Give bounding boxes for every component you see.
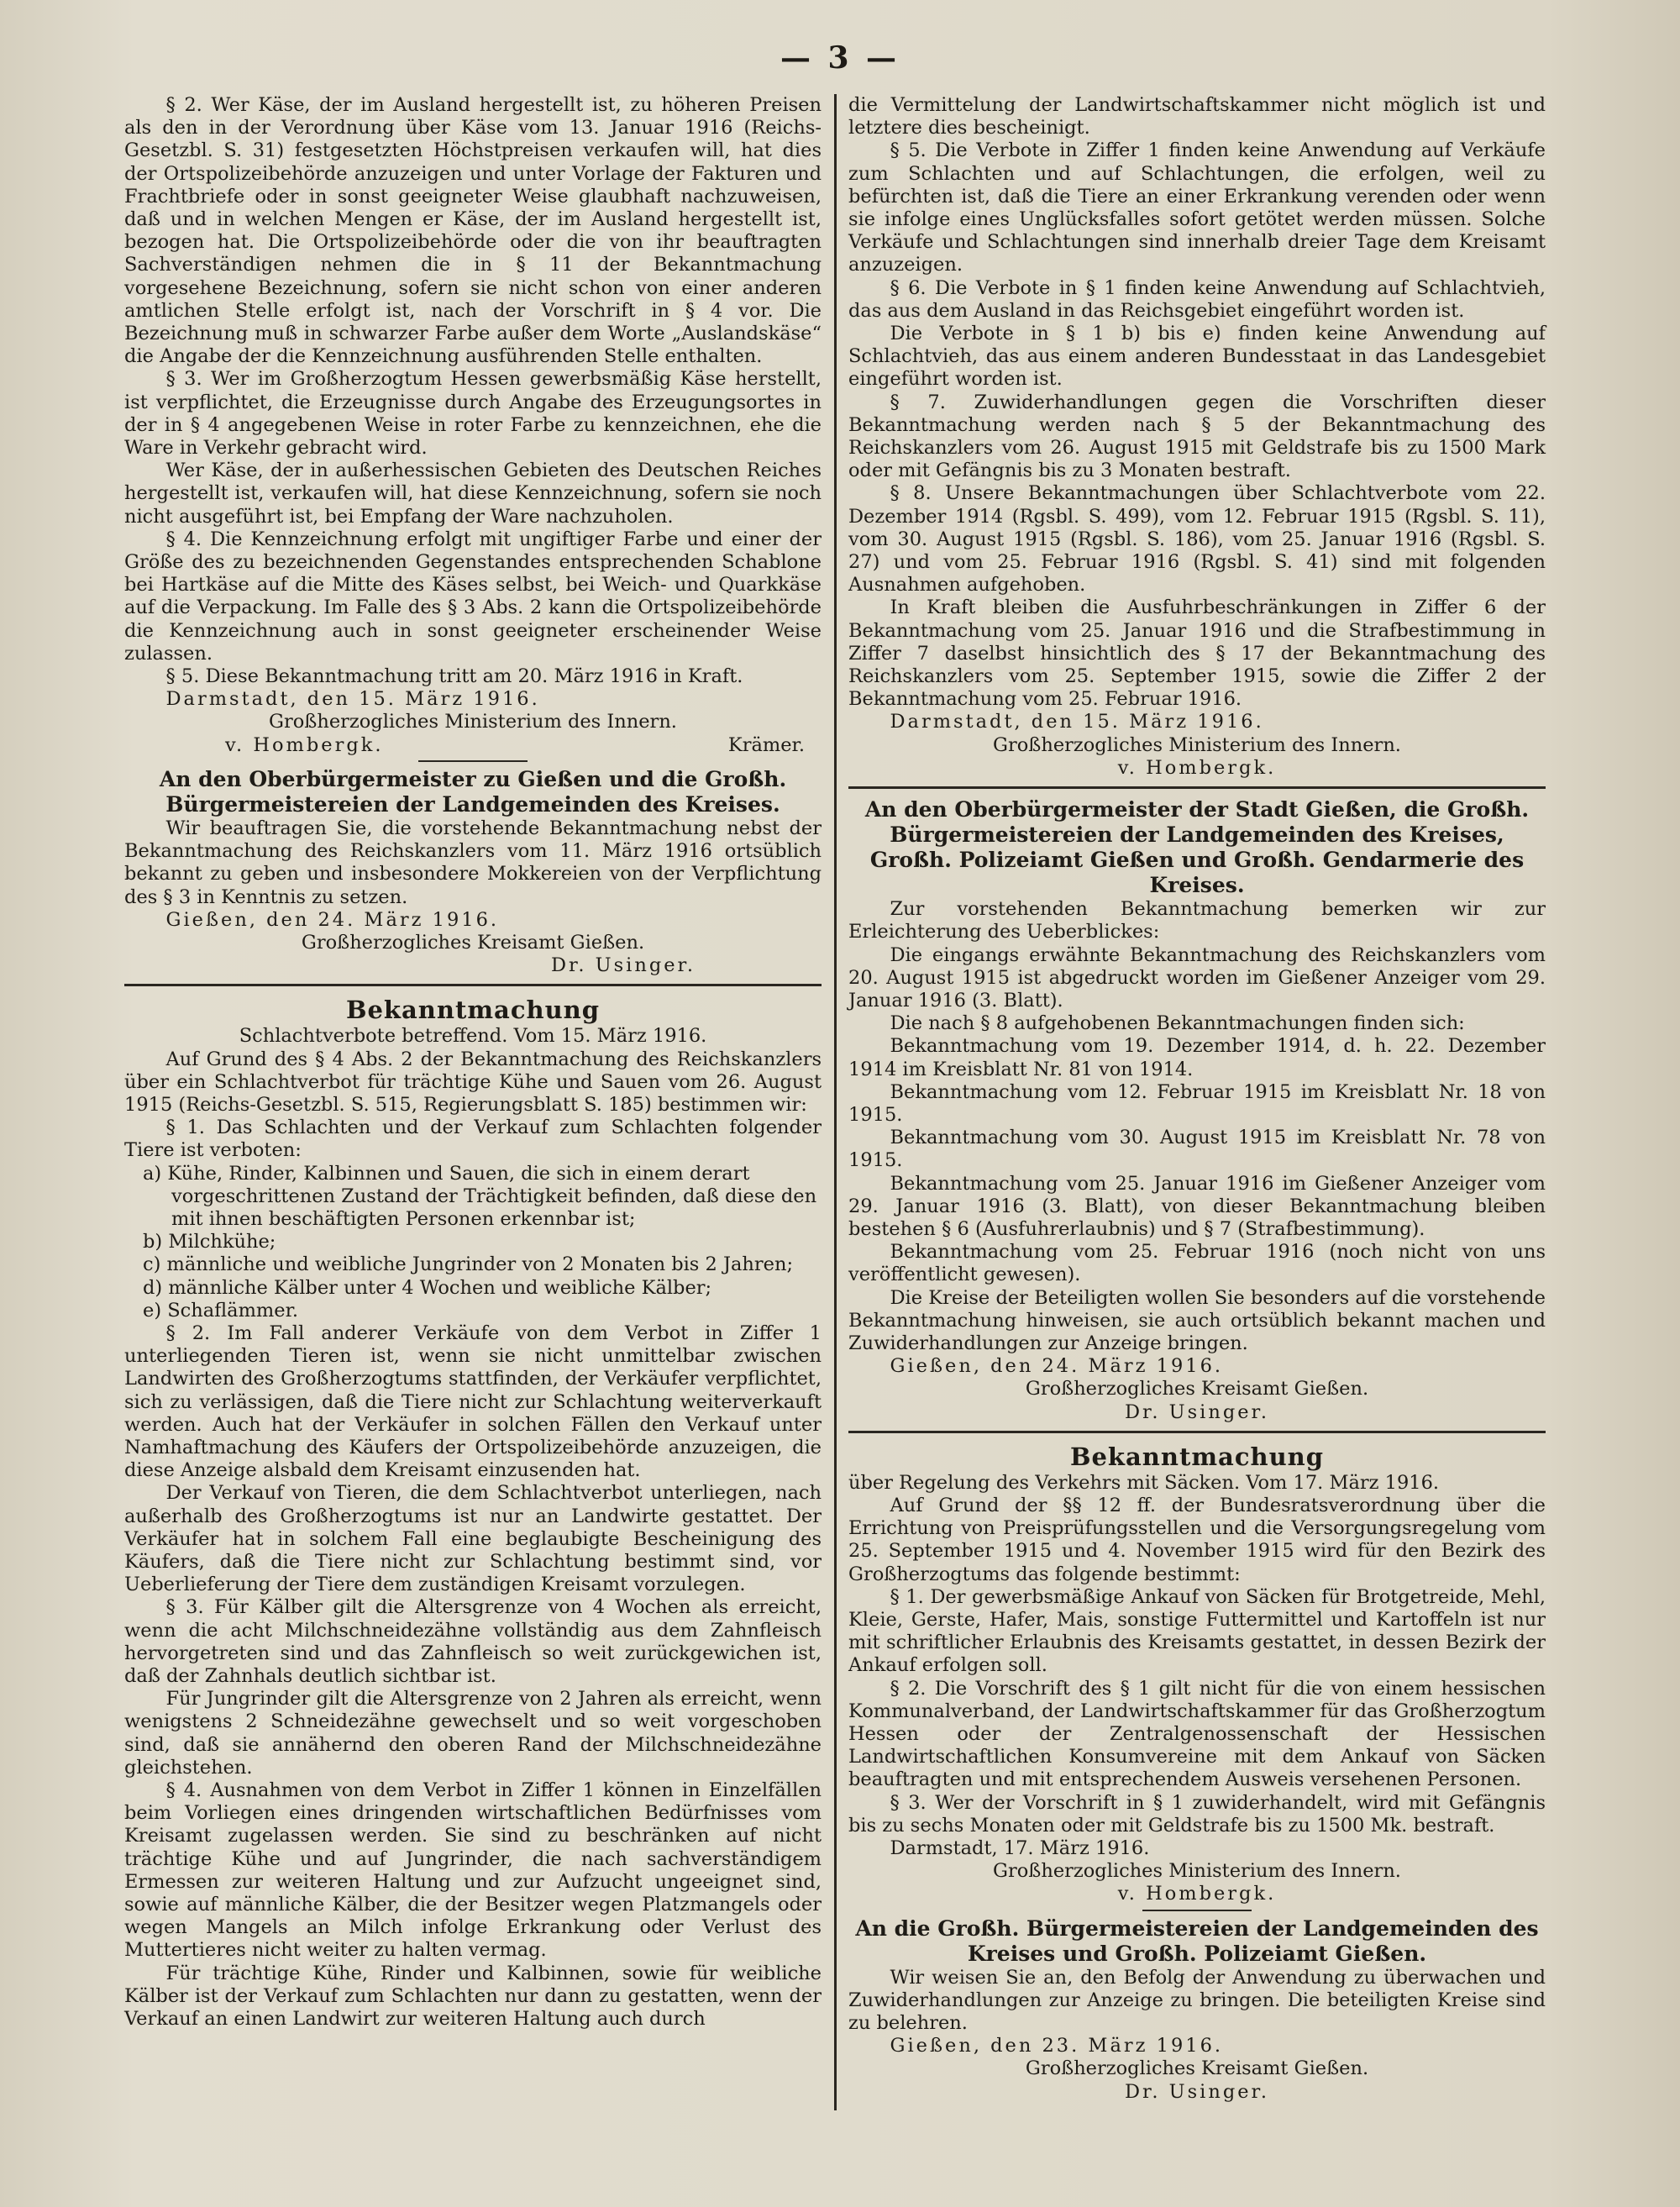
paragraph-6b: Die Verbote in § 1 b) bis e) finden keine Anwendung auf Schlachtvieh, das aus einem anderen Bundesstaat in das Landesgebiet eingeführt worden ist. — [848, 323, 1546, 391]
list-item: b) Milchkühe; — [143, 1231, 276, 1253]
list-item: e) Schaflämmer. — [143, 1299, 299, 1322]
paragraph-8b: In Kraft bleiben die Ausfuhrbeschränkungen in Ziffer 6 der Bekanntmachung vom 25. Januar 1916 und die Strafbestimmung in Ziffer 7 daselbst hinsichtlich des § 17 der Bekanntmachung des Reichskanzlers vom 25. September 1915, sowie die Ziffer 2 der Bekanntmachung vom 25. Februar 1916. — [848, 596, 1546, 711]
paragraph-1: § 1. Der gewerbsmäßige Ankauf von Säcken für Brotgetreide, Mehl, Kleie, Gerste, Hafer, Mais, sonstige Futtermittel und Kartoffeln ist nur mit schriftlicher Erlaubnis des Kreisamts gestattet, in dessen Bezirk der Ankauf erfolgen soll. — [848, 1585, 1546, 1677]
paragraph-7: § 7. Zuwiderhandlungen gegen die Vorschriften dieser Bekanntmachung werden nach § 5 der Bekanntmachung des Reichskanzlers vom 26. August 1915 mit Geldstrafe bis zu 1500 Mark oder mit Gefängnis bis zu 3 Monaten bestraft. — [848, 391, 1546, 482]
office-name: Großherzogliches Kreisamt Gießen. — [1025, 1378, 1369, 1400]
column-divider — [834, 94, 837, 2110]
list-item: a) Kühe, Rinder, Kalbinnen und Sauen, die sich in einem derart vorgeschrittenen Zustand der Trächtigkeit befinden, daß diese den mit ihnen beschäftigten Personen erkennbar ist; — [143, 1162, 817, 1230]
continuation-text: die Vermittelung der Landwirtschaftskammer nicht möglich ist und letztere dies bescheinigt. — [848, 94, 1546, 139]
notice-line: Die nach § 8 aufgehobenen Bekanntmachungen finden sich: — [890, 1012, 1465, 1035]
office-name: Großherzogliches Kreisamt Gießen. — [301, 931, 645, 954]
paragraph-8: § 8. Unsere Bekanntmachungen über Schlachtverbote vom 22. Dezember 1914 (Rgsbl. S. 499), vom 12. Februar 1915 (Rgsbl. S. 11), vom 30. August 1915 (Rgsbl. S. 186), vom 25. Januar 1916 (Rgsbl. S. 27) und vom 25. Februar 1916 (Rgsbl. S. 41) sind mit folgenden Ausnahmen aufgehoben. — [848, 482, 1546, 596]
paragraph-4b: Für trächtige Kühe, Rinder und Kalbinnen, sowie für weibliche Kälber ist der Verkauf zum Schlachten nur dann zu gestatten, wenn der Verkauf an einen Landwirt zur weiteren Haltung auch durch — [124, 1962, 822, 2031]
place-date: Gießen, den 24. März 1916. — [890, 1355, 1224, 1378]
notice-overview-block — [848, 797, 1546, 1424]
notice-line: Bekanntmachung vom 25. Januar 1916 im Gießener Anzeiger vom 29. Januar 1916 (3. Blatt), von dieser Bekanntmachung bleiben bestehen § 6 (Ausfuhrerlaubnis) und § 7 (Strafbestimmung). — [848, 1172, 1546, 1240]
signature: v. Hombergk. — [1117, 1883, 1277, 1905]
notice-heading: An die Großh. Bürgermeistereien der Landgemeinden des Kreises und Großh. Polizeiamt Gießen. — [855, 1915, 1539, 1966]
left-column — [124, 94, 822, 2032]
paragraph-4: § 4. Die Kennzeichnung erfolgt mit ungiftiger Farbe und einer der Größe des zu bezeichnenden Gegenstandes entsprechenden Schablone bei Hartkäse auf die Mitte des Käses selbst, bei Weich- und Quarkkäse auf die Verpackung. Im Falle des § 3 Abs. 2 kann die Ortspolizeibehörde die Kennzeichnung auch in sonst geeigneter erscheinender Weise zulassen. — [124, 528, 822, 665]
place-date: Darmstadt, den 15. März 1916. — [890, 711, 1264, 733]
place-date: Gießen, den 24. März 1916. — [165, 908, 500, 931]
right-column — [848, 94, 1546, 2105]
ministry-name: Großherzogliches Ministerium des Innern. — [993, 1860, 1401, 1883]
ministry-name: Großherzogliches Ministerium des Innern. — [993, 733, 1401, 756]
signature: Dr. Usinger. — [1125, 2080, 1269, 2103]
notice-heading: An den Oberbürgermeister zu Gießen und die Großh. Bürgermeistereien der Landgemeinden des Kreises. — [159, 766, 787, 817]
paragraph-5: § 5. Diese Bekanntmachung tritt am 20. März 1916 in Kraft. — [165, 665, 743, 688]
ministry-name: Großherzogliches Ministerium des Innern. — [269, 711, 677, 733]
list-item: d) männliche Kälber unter 4 Wochen und weibliche Kälber; — [143, 1276, 712, 1299]
office-name: Großherzogliches Kreisamt Gießen. — [1025, 2057, 1369, 2080]
paragraph-3: § 3. Für Kälber gilt die Altersgrenze von 4 Wochen als erreicht, wenn die acht Milchschneidezähne vollständig aus dem Zahnfleisch hervorgetreten sind und das Zahnfleisch so weit zurückgewichen ist, daß der Zahnhals deutlich sichtbar ist. — [124, 1596, 822, 1687]
place-date: Darmstadt, 17. März 1916. — [890, 1837, 1150, 1860]
page-number: — 3 — — [780, 40, 900, 76]
short-divider — [418, 760, 528, 762]
notice-body: Wir beauftragen Sie, die vorstehende Bekanntmachung nebst der Bekanntmachung des Reichskanzlers vom 11. März 1916 ortsüblich bekannt zu geben und insbesondere Mokkereien von der Verpflichtung des § 3 in Kenntnis zu setzen. — [124, 817, 822, 908]
paragraph-2: § 2. Wer Käse, der im Ausland hergestellt ist, zu höheren Preisen als den in der Verordnung über Käse vom 13. Januar 1916 (Reichs-Gesetzbl. S. 31) festgesetzten Höchstpreisen verkaufen will, hat dies der Ortspolizeibehörde anzuzeigen und unter Vorlage der Fakturen und Frachtbriefe oder in sonst geeigneter Weise glaubhaft nachzuweisen, daß und in welchen Mengen er Käse, der im Ausland hergestellt ist, bezogen hat. Die Ortspolizeibehörde oder die von ihr beauftragten Sachverständigen nehmen die in § 11 der Bekanntmachung vorgesehene Bezeichnung, sofern sie nicht schon von einer anderen amtlichen Stelle erfolgt ist, nach der Vorschrift in § 4 vor. Die Bezeichnung muß in schwarzer Farbe außer dem Worte „Auslandskäse“ die Angabe der die Kennzeichnung ausführenden Stelle enthalten. — [124, 94, 822, 368]
place-date: Darmstadt, den 15. März 1916. — [165, 688, 540, 711]
signature: v. Hombergk. — [1117, 756, 1277, 779]
notice-line: Die Kreise der Beteiligten wollen Sie besonders auf die vorstehende Bekanntmachung hinweisen, sie auch ortsüblich bekannt machen und Zuwiderhandlungen zur Anzeige bringen. — [848, 1286, 1546, 1354]
paragraph-4: § 4. Ausnahmen von dem Verbot in Ziffer 1 können in Einzelfällen beim Vorliegen eines dringenden wirtschaftlichen Bedürfnisses vom Kreisamt zugelassen werden. Sie sind zu beschränken auf nicht trächtige Kühe und auf Jungrinder, die nach sachverständigem Ermessen zur weiteren Haltung und zur Aufzucht ungeeignet sind, sowie auf männliche Kälber, die der Besitzer wegen Platzmangels oder wegen Mangels an Milch infolge Erkrankung oder Verlust des Muttertieres nicht weiter zu halten vermag. — [124, 1779, 822, 1962]
signature: v. Hombergk. — [225, 733, 384, 756]
notice-line: Bekanntmachung vom 19. Dezember 1914, d. h. 22. Dezember 1914 im Kreisblatt Nr. 81 von 1914. — [848, 1035, 1546, 1080]
announcement-intro: Auf Grund des § 4 Abs. 2 der Bekanntmachung des Reichskanzlers über ein Schlachtverbot für trächtige Kühe und Sauen vom 26. August 1915 (Reichs-Gesetzbl. S. 515, Regierungsblatt S. 185) bestimmen wir: — [124, 1048, 822, 1116]
announcement-title: Bekanntmachung — [1069, 1442, 1325, 1471]
short-divider — [1142, 1910, 1252, 1911]
signature: Dr. Usinger. — [1125, 1400, 1269, 1423]
sack-regulation-block — [848, 1442, 1546, 1906]
section-divider — [848, 786, 1546, 789]
cheese-ordinance-continuation — [124, 94, 822, 757]
signature: Dr. Usinger. — [551, 954, 696, 977]
paragraph-2: § 2. Die Vorschrift des § 1 gilt nicht für die von einem hessischen Kommunalverband, der Landwirtschaftskammer für das Großherzogtum Hessen oder der Zentralgenossenschaft der Hessischen Landwirtschaftlichen Konsumvereine mit dem Ankauf von Säcken beauftragten und mit entsprechendem Ausweis versehenen Personen. — [848, 1677, 1546, 1791]
notice-mayor-block — [124, 767, 822, 977]
notice-intro: Zur vorstehenden Bekanntmachung bemerken wir zur Erleichterung des Ueberblickes: — [848, 898, 1546, 943]
notice-heading: An den Oberbürgermeister der Stadt Gießen, die Großh. Bürgermeistereien der Landgemeinden des Kreises, Großh. Polizeiamt Gießen und Großh. Gendarmerie des Kreises. — [864, 797, 1530, 898]
notice-police-block — [848, 1916, 1546, 2104]
signature-secondary: Krämer. — [727, 733, 805, 756]
announcement-title: Bekanntmachung — [345, 996, 601, 1025]
announcement-subtitle: über Regelung des Verkehrs mit Säcken. Vom 17. März 1916. — [848, 1471, 1440, 1494]
notice-line: Bekanntmachung vom 25. Februar 1916 (noch nicht von uns veröffentlicht gewesen). — [848, 1241, 1546, 1286]
notice-body: Wir weisen Sie an, den Befolg der Anwendung zu überwachen und Zuwiderhandlungen zur Anzeige zu bringen. Die beteiligten Kreise sind zu belehren. — [848, 1966, 1546, 2035]
slaughter-ban-block — [124, 995, 822, 2031]
paragraph-2b: Der Verkauf von Tieren, die dem Schlachtverbot unterliegen, nach außerhalb des Großherzogtums ist nur an Landwirte gestattet. Der Verkäufer hat in solchem Fall eine beglaubigte Bescheinigung des Käufers, daß die Tiere nicht zur Schlachtung bestimmt sind, vor Ueberlieferung der Tiere dem zuständigen Kreisamt vorzulegen. — [124, 1482, 822, 1596]
banned-animals-list — [143, 1163, 822, 1322]
paragraph-3: § 3. Wer im Großherzogtum Hessen gewerbsmäßig Käse herstellt, ist verpflichtet, die Erzeugnisse durch Angabe des Erzeugungsortes in der in § 4 angegebenen Weise in roter Farbe zu kennzeichnen, ehe die Ware in Verkehr gebracht wird. — [124, 368, 822, 460]
announcement-subtitle: Schlachtverbote betreffend. Vom 15. März 1916. — [239, 1025, 707, 1048]
signature-row — [124, 734, 822, 757]
section-divider — [848, 1431, 1546, 1433]
notice-line: Die eingangs erwähnte Bekanntmachung des Reichskanzlers vom 20. August 1915 ist abgedruckt worden im Gießener Anzeiger vom 29. Januar 1916 (3. Blatt). — [848, 943, 1546, 1012]
slaughter-ban-continuation — [848, 94, 1546, 780]
notice-line: Bekanntmachung vom 12. Februar 1915 im Kreisblatt Nr. 18 von 1915. — [848, 1080, 1546, 1126]
paragraph-3: § 3. Wer der Vorschrift in § 1 zuwiderhandelt, wird mit Gefängnis bis zu sechs Monaten oder mit Geldstrafe bis zu 1500 Mk. bestraft. — [848, 1791, 1546, 1837]
list-item: c) männliche und weibliche Jungrinder von 2 Monaten bis 2 Jahren; — [143, 1253, 794, 1276]
paragraph-3b: Für Jungrinder gilt die Altersgrenze von 2 Jahren als erreicht, wenn wenigstens 2 Schneidezähne gewechselt und so weit vorgeschoben sind, daß sie annähernd den oberen Rand der Milchschneidezähne gleichstehen. — [124, 1688, 822, 1779]
paragraph-6: § 6. Die Verbote in § 1 finden keine Anwendung auf Schlachtvieh, das aus dem Ausland in das Reichsgebiet eingeführt worden ist. — [848, 276, 1546, 322]
section-divider — [124, 984, 822, 986]
paragraph-1: § 1. Das Schlachten und der Verkauf zum Schlachten folgender Tiere ist verboten: — [124, 1117, 822, 1162]
place-date: Gießen, den 23. März 1916. — [890, 2035, 1224, 2057]
paragraph-5: § 5. Die Verbote in Ziffer 1 finden keine Anwendung auf Verkäufe zum Schlachten und auf Schlachtungen, die erfolgen, weil zu befürchten ist, daß die Tiere an einer Erkrankung verenden oder wenn sie infolge eines Unglücksfalles sofort getötet werden müssen. Solche Verkäufe und Schlachtungen sind innerhalb dreier Tage dem Kreisamt anzuzeigen. — [848, 139, 1546, 276]
paragraph-3b: Wer Käse, der in außerhessischen Gebieten des Deutschen Reiches hergestellt ist, verkaufen will, hat diese Kennzeichnung, sofern sie noch nicht ausgeführt ist, bei Empfang der Ware nachzuholen. — [124, 460, 822, 528]
notice-line: Bekanntmachung vom 30. August 1915 im Kreisblatt Nr. 78 von 1915. — [848, 1127, 1546, 1172]
announcement-intro: Auf Grund der §§ 12 ff. der Bundesratsverordnung über die Errichtung von Preisprüfungsstellen und die Versorgungsregelung vom 25. September 1915 und 4. November 1915 wird für den Bezirk des Großherzogtums das folgende bestimmt: — [848, 1494, 1546, 1585]
paragraph-2: § 2. Im Fall anderer Verkäufe von dem Verbot in Ziffer 1 unterliegenden Tieren ist, wenn sie nicht unmittelbar zwischen Landwirten des Großherzogtums stattfinden, der Verkäufer verpflichtet, sich zu verlässigen, daß die Tiere nicht zur Schlachtung weiterverkauft werden. Auch hat der Verkäufer in solchen Fällen den Verkauf unter Namhaftmachung des Käufers der Ortspolizeibehörde anzuzeigen, die diese Anzeige alsbald dem Kreisamt einzusenden hat. — [124, 1322, 822, 1482]
